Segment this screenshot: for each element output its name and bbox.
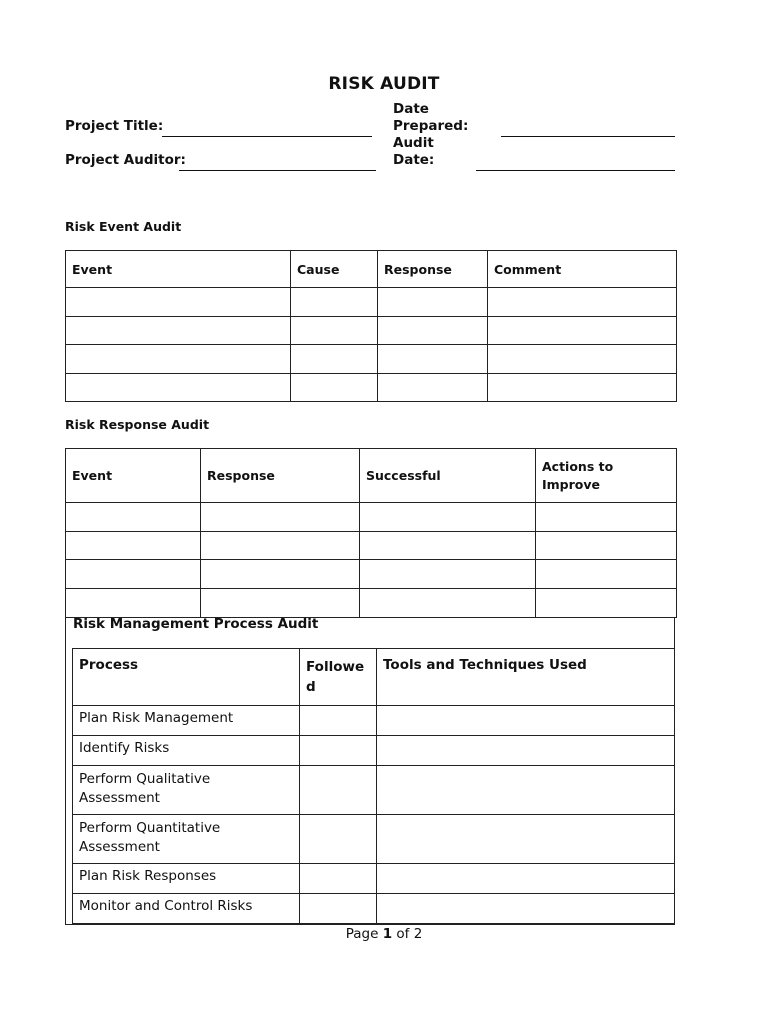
table-cell[interactable]: [66, 374, 291, 402]
project-auditor-field[interactable]: [179, 170, 376, 171]
table-row: [66, 560, 677, 589]
table-cell[interactable]: [291, 317, 378, 345]
table-cell[interactable]: [66, 288, 291, 317]
table-row: [73, 706, 675, 736]
table-cell[interactable]: [66, 503, 201, 532]
page-number: [0, 926, 768, 942]
table-cell[interactable]: [488, 345, 677, 374]
column-header-followed: Followed: [300, 649, 377, 706]
process-name: Perform Quantitative Assessment: [73, 815, 300, 864]
table-cell[interactable]: [378, 374, 488, 402]
column-header-response: Response: [378, 251, 488, 288]
followed-cell[interactable]: [300, 706, 377, 736]
table-cell[interactable]: [291, 374, 378, 402]
risk-event-audit-table: [65, 250, 677, 402]
column-header-actions-to-improve: Actions to Improve: [536, 449, 677, 503]
table-row: [73, 864, 675, 894]
column-header-cause: Cause: [291, 251, 378, 288]
page-total: 2: [413, 926, 423, 942]
followed-cell[interactable]: [300, 766, 377, 815]
table-cell[interactable]: [66, 532, 201, 560]
tools-cell[interactable]: [377, 864, 675, 894]
tools-cell[interactable]: [377, 815, 675, 864]
table-cell[interactable]: [201, 560, 360, 589]
table-cell[interactable]: [291, 288, 378, 317]
table-row: [66, 589, 677, 618]
process-name: Plan Risk Management: [73, 706, 300, 736]
followed-cell[interactable]: [300, 736, 377, 766]
table-row: [66, 317, 677, 345]
tools-cell[interactable]: [377, 766, 675, 815]
tools-cell[interactable]: [377, 894, 675, 924]
table-cell[interactable]: [488, 374, 677, 402]
table-cell[interactable]: [378, 317, 488, 345]
table-row: [66, 345, 677, 374]
column-header-event: Event: [66, 449, 201, 503]
audit-date-label-line2: Date:: [393, 152, 435, 168]
date-prepared-field[interactable]: [501, 136, 675, 137]
column-header-process: Process: [73, 649, 300, 706]
table-header-row: [73, 649, 675, 706]
page-prefix: Page: [345, 926, 379, 942]
column-header-event: Event: [66, 251, 291, 288]
table-cell[interactable]: [378, 288, 488, 317]
table-cell[interactable]: [488, 288, 677, 317]
audit-date-label: [393, 135, 434, 169]
table-cell[interactable]: [66, 589, 201, 618]
process-name: Perform Qualitative Assessment: [73, 766, 300, 815]
table-row: [73, 766, 675, 815]
date-prepared-label-line2: Prepared:: [393, 118, 469, 134]
table-cell[interactable]: [360, 560, 536, 589]
table-cell[interactable]: [66, 560, 201, 589]
table-row: [73, 736, 675, 766]
table-cell[interactable]: [201, 503, 360, 532]
table-cell[interactable]: [360, 503, 536, 532]
table-cell[interactable]: [201, 589, 360, 618]
document-title: RISK AUDIT: [328, 74, 440, 94]
table-header-row: [66, 251, 677, 288]
table-row: [73, 815, 675, 864]
audit-date-field[interactable]: [476, 170, 675, 171]
column-header-response: Response: [201, 449, 360, 503]
table-cell[interactable]: [488, 317, 677, 345]
followed-cell[interactable]: [300, 894, 377, 924]
table-row: [66, 374, 677, 402]
followed-cell[interactable]: [300, 815, 377, 864]
risk-response-audit-heading: Risk Response Audit: [65, 417, 210, 432]
followed-cell[interactable]: [300, 864, 377, 894]
tools-cell[interactable]: [377, 736, 675, 766]
tools-cell[interactable]: [377, 706, 675, 736]
table-cell[interactable]: [66, 317, 291, 345]
table-cell[interactable]: [536, 532, 677, 560]
page-of: of: [396, 926, 410, 942]
table-row: [66, 503, 677, 532]
table-row: [73, 894, 675, 924]
process-name: Identify Risks: [73, 736, 300, 766]
page-current: 1: [382, 926, 393, 942]
table-cell[interactable]: [536, 589, 677, 618]
process-name: Monitor and Control Risks: [73, 894, 300, 924]
table-cell[interactable]: [291, 345, 378, 374]
project-title-field[interactable]: [162, 136, 372, 137]
audit-date-label-line1: Audit: [393, 135, 434, 151]
table-cell[interactable]: [378, 345, 488, 374]
column-header-tools-and-techniques: Tools and Techniques Used: [377, 649, 675, 706]
table-cell[interactable]: [66, 345, 291, 374]
table-cell[interactable]: [536, 503, 677, 532]
process-audit-heading: Risk Management Process Audit: [73, 616, 319, 632]
risk-event-audit-heading: Risk Event Audit: [65, 219, 182, 234]
date-prepared-label: [393, 101, 468, 135]
table-row: [66, 532, 677, 560]
table-header-row: [66, 449, 677, 503]
table-cell[interactable]: [360, 532, 536, 560]
table-cell[interactable]: [201, 532, 360, 560]
table-cell[interactable]: [536, 560, 677, 589]
column-header-comment: Comment: [488, 251, 677, 288]
column-header-successful: Successful: [360, 449, 536, 503]
project-auditor-label: Project Auditor:: [65, 152, 186, 168]
table-cell[interactable]: [360, 589, 536, 618]
project-title-label: Project Title:: [65, 118, 164, 134]
table-row: [66, 288, 677, 317]
process-audit-table: [72, 648, 675, 924]
process-name: Plan Risk Responses: [73, 864, 300, 894]
date-prepared-label-line1: Date: [393, 101, 429, 117]
risk-response-audit-table: [65, 448, 677, 618]
